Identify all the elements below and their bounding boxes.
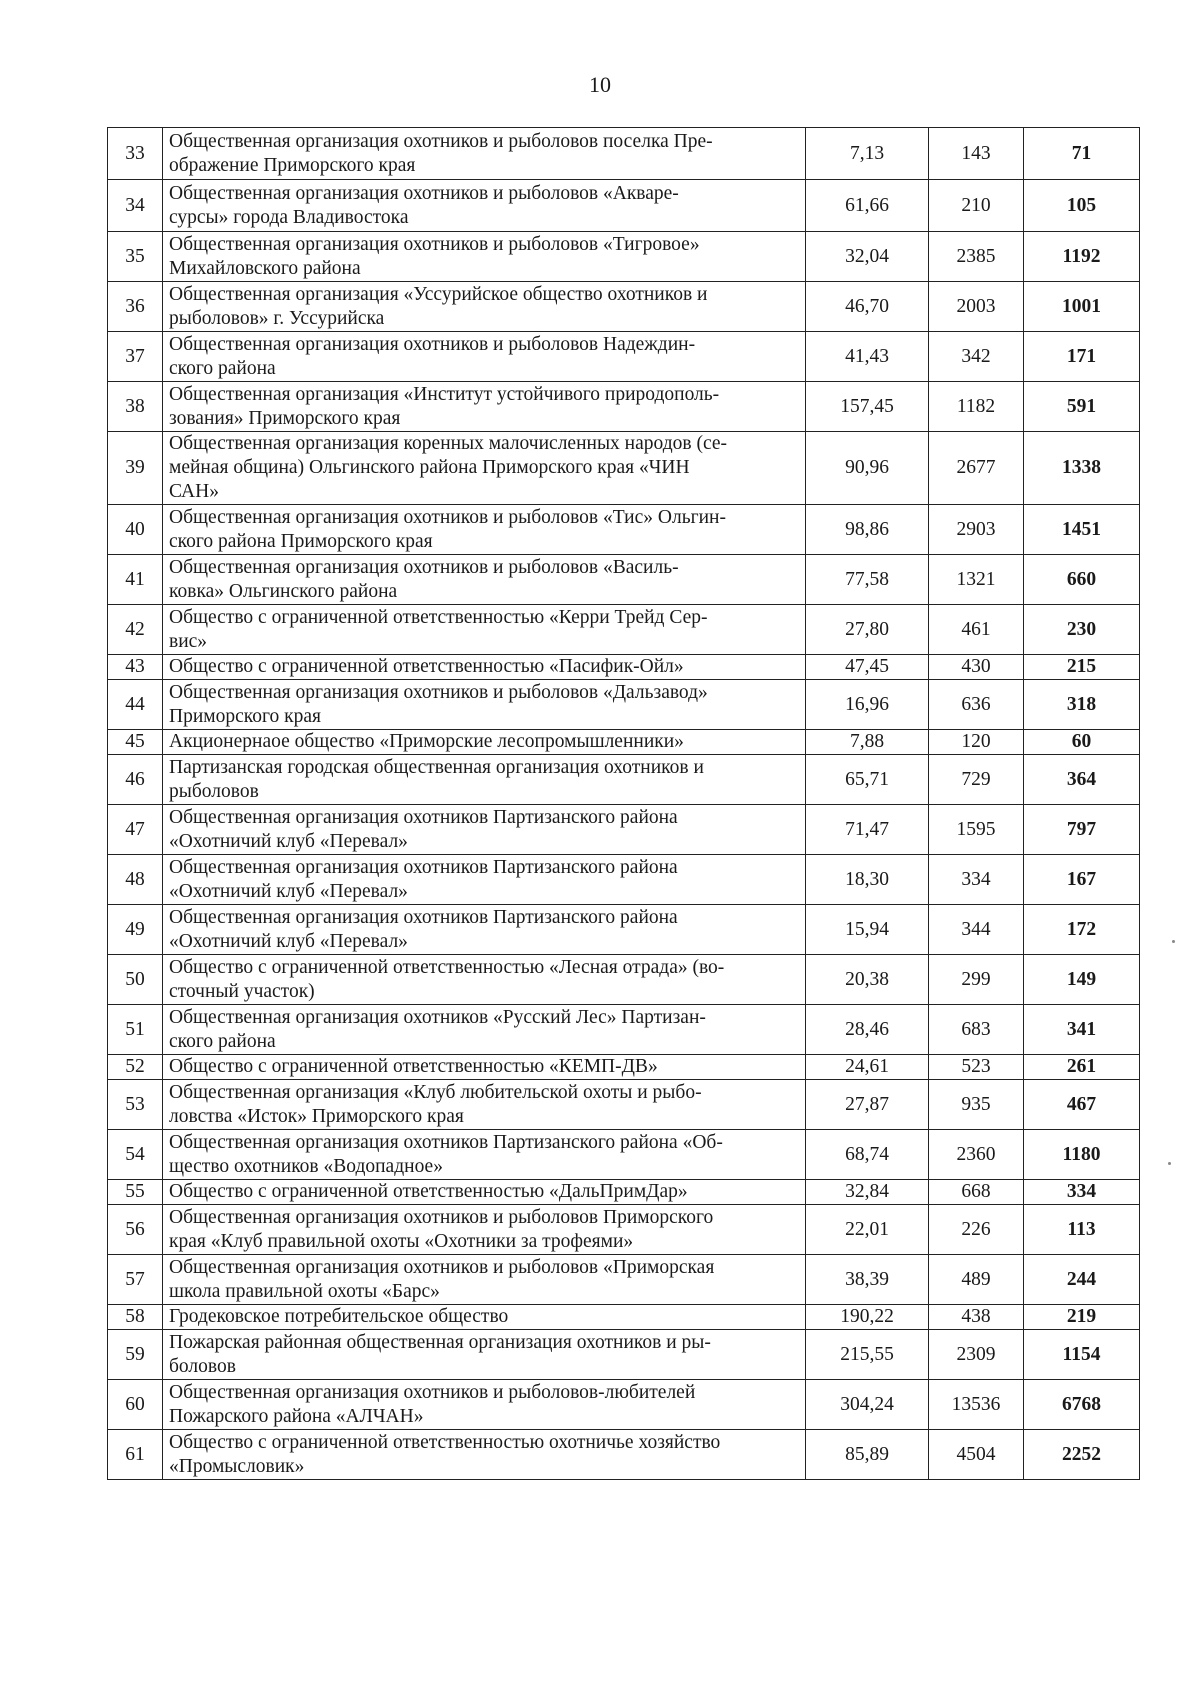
count-value: 430 (929, 655, 1024, 680)
row-number: 39 (108, 432, 163, 505)
area-value: 28,46 (806, 1005, 929, 1055)
row-number: 42 (108, 605, 163, 655)
quota-value: 215 (1024, 655, 1140, 680)
table-row (108, 1430, 1140, 1480)
quota-value: 660 (1024, 555, 1140, 605)
count-value: 2003 (929, 282, 1024, 332)
count-value: 1321 (929, 555, 1024, 605)
area-value: 27,87 (806, 1080, 929, 1130)
quota-value: 244 (1024, 1255, 1140, 1305)
quota-value: 71 (1024, 128, 1140, 180)
organization-name: Общество с ограниченной ответственностью охотничье хозяйство «Промысловик» (163, 1430, 806, 1480)
area-value: 47,45 (806, 655, 929, 680)
area-value: 190,22 (806, 1305, 929, 1330)
quota-value: 341 (1024, 1005, 1140, 1055)
row-number: 44 (108, 680, 163, 730)
table-row (108, 1130, 1140, 1180)
count-value: 438 (929, 1305, 1024, 1330)
organization-name: Общественная организация охотников и рыболовов-любителей Пожарского района «АЛЧАН» (163, 1380, 806, 1430)
row-number: 37 (108, 332, 163, 382)
table-row (108, 282, 1140, 332)
table-row (108, 1080, 1140, 1130)
count-value: 334 (929, 855, 1024, 905)
table-row (108, 805, 1140, 855)
row-number: 38 (108, 382, 163, 432)
row-number: 61 (108, 1430, 163, 1480)
quota-value: 113 (1024, 1205, 1140, 1255)
table-row (108, 382, 1140, 432)
table-row (108, 1180, 1140, 1205)
count-value: 729 (929, 755, 1024, 805)
organization-name: Общество с ограниченной ответственностью «КЕМП-ДВ» (163, 1055, 806, 1080)
table-row (108, 1005, 1140, 1055)
organization-name: Общественная организация охотников и рыболовов «Тигровое» Михайловского района (163, 232, 806, 282)
count-value: 523 (929, 1055, 1024, 1080)
count-value: 210 (929, 180, 1024, 232)
count-value: 4504 (929, 1430, 1024, 1480)
count-value: 2385 (929, 232, 1024, 282)
count-value: 461 (929, 605, 1024, 655)
area-value: 98,86 (806, 505, 929, 555)
table-row (108, 905, 1140, 955)
area-value: 304,24 (806, 1380, 929, 1430)
table-row (108, 955, 1140, 1005)
table-row (108, 180, 1140, 232)
area-value: 20,38 (806, 955, 929, 1005)
organization-name: Общественная организация охотников и рыболовов поселка Пре- ображение Приморского края (163, 128, 806, 180)
organization-name: Общественная организация охотников и рыболовов «Василь- ковка» Ольгинского района (163, 555, 806, 605)
organization-name: Общество с ограниченной ответственностью «Керри Трейд Сер- вис» (163, 605, 806, 655)
table-body (108, 128, 1140, 1480)
scan-speck (1168, 1162, 1171, 1165)
area-value: 61,66 (806, 180, 929, 232)
area-value: 46,70 (806, 282, 929, 332)
organization-name: Общественная организация «Институт устойчивого природополь- зования» Приморского края (163, 382, 806, 432)
row-number: 58 (108, 1305, 163, 1330)
row-number: 35 (108, 232, 163, 282)
row-number: 41 (108, 555, 163, 605)
area-value: 157,45 (806, 382, 929, 432)
quota-value: 334 (1024, 1180, 1140, 1205)
row-number: 54 (108, 1130, 163, 1180)
area-value: 7,88 (806, 730, 929, 755)
quota-value: 60 (1024, 730, 1140, 755)
quota-value: 6768 (1024, 1380, 1140, 1430)
quota-value: 172 (1024, 905, 1140, 955)
area-value: 68,74 (806, 1130, 929, 1180)
row-number: 45 (108, 730, 163, 755)
row-number: 47 (108, 805, 163, 855)
organization-name: Общество с ограниченной ответственностью «Пасифик-Ойл» (163, 655, 806, 680)
area-value: 77,58 (806, 555, 929, 605)
organization-name: Общественная организация коренных малочисленных народов (се- мейная община) Ольгинского района Приморского края «ЧИН САН» (163, 432, 806, 505)
count-value: 120 (929, 730, 1024, 755)
row-number: 55 (108, 1180, 163, 1205)
area-value: 41,43 (806, 332, 929, 382)
organization-name: Общественная организация охотников Партизанского района «Охотничий клуб «Перевал» (163, 805, 806, 855)
count-value: 143 (929, 128, 1024, 180)
page-number: 10 (589, 72, 611, 97)
table-row (108, 855, 1140, 905)
quota-value: 1338 (1024, 432, 1140, 505)
table-row (108, 332, 1140, 382)
area-value: 32,84 (806, 1180, 929, 1205)
count-value: 2309 (929, 1330, 1024, 1380)
area-value: 7,13 (806, 128, 929, 180)
organization-name: Общественная организация охотников Партизанского района «Охотничий клуб «Перевал» (163, 855, 806, 905)
row-number: 60 (108, 1380, 163, 1430)
quota-value: 167 (1024, 855, 1140, 905)
table-row (108, 755, 1140, 805)
row-number: 34 (108, 180, 163, 232)
organization-name: Гродековское потребительское общество (163, 1305, 806, 1330)
quota-value: 149 (1024, 955, 1140, 1005)
table-row (108, 1205, 1140, 1255)
organization-name: Общественная организация охотников и рыболовов «Дальзавод» Приморского края (163, 680, 806, 730)
quota-value: 219 (1024, 1305, 1140, 1330)
count-value: 489 (929, 1255, 1024, 1305)
count-value: 2360 (929, 1130, 1024, 1180)
organization-name: Пожарская районная общественная организация охотников и ры- боловов (163, 1330, 806, 1380)
count-value: 1182 (929, 382, 1024, 432)
count-value: 299 (929, 955, 1024, 1005)
table-row (108, 1380, 1140, 1430)
count-value: 683 (929, 1005, 1024, 1055)
quota-value: 1001 (1024, 282, 1140, 332)
area-value: 65,71 (806, 755, 929, 805)
count-value: 935 (929, 1080, 1024, 1130)
count-value: 1595 (929, 805, 1024, 855)
area-value: 22,01 (806, 1205, 929, 1255)
area-value: 215,55 (806, 1330, 929, 1380)
count-value: 2677 (929, 432, 1024, 505)
row-number: 43 (108, 655, 163, 680)
quota-value: 105 (1024, 180, 1140, 232)
organizations-table (107, 127, 1140, 1480)
area-value: 71,47 (806, 805, 929, 855)
count-value: 342 (929, 332, 1024, 382)
table-row (108, 730, 1140, 755)
quota-value: 1154 (1024, 1330, 1140, 1380)
row-number: 48 (108, 855, 163, 905)
quota-value: 591 (1024, 382, 1140, 432)
row-number: 52 (108, 1055, 163, 1080)
organization-name: Общественная организация охотников и рыболовов «Приморская школа правильной охоты «Барс» (163, 1255, 806, 1305)
row-number: 51 (108, 1005, 163, 1055)
quota-value: 261 (1024, 1055, 1140, 1080)
organization-name: Общественная организация охотников «Русский Лес» Партизан- ского района (163, 1005, 806, 1055)
organization-name: Общественная организация «Клуб любительской охоты и рыбо- ловства «Исток» Приморского края (163, 1080, 806, 1130)
organization-name: Общественная организация охотников и рыболовов «Акваре- сурсы» города Владивостока (163, 180, 806, 232)
row-number: 40 (108, 505, 163, 555)
table-row (108, 655, 1140, 680)
quota-value: 171 (1024, 332, 1140, 382)
table-row (108, 1055, 1140, 1080)
area-value: 15,94 (806, 905, 929, 955)
row-number: 57 (108, 1255, 163, 1305)
table-row (108, 505, 1140, 555)
area-value: 27,80 (806, 605, 929, 655)
count-value: 636 (929, 680, 1024, 730)
count-value: 226 (929, 1205, 1024, 1255)
quota-value: 318 (1024, 680, 1140, 730)
quota-value: 2252 (1024, 1430, 1140, 1480)
quota-value: 797 (1024, 805, 1140, 855)
quota-value: 364 (1024, 755, 1140, 805)
row-number: 49 (108, 905, 163, 955)
organization-name: Общественная организация охотников и рыболовов «Тис» Ольгин- ского района Приморского края (163, 505, 806, 555)
organization-name: Общество с ограниченной ответственностью «ДальПримДар» (163, 1180, 806, 1205)
quota-value: 467 (1024, 1080, 1140, 1130)
organization-name: Партизанская городская общественная организация охотников и рыболовов (163, 755, 806, 805)
organization-name: Общественная организация «Уссурийское общество охотников и рыболовов» г. Уссурийска (163, 282, 806, 332)
table-row (108, 1305, 1140, 1330)
area-value: 38,39 (806, 1255, 929, 1305)
organization-name: Общественная организация охотников Партизанского района «Об- щество охотников «Водопадное» (163, 1130, 806, 1180)
table-row (108, 232, 1140, 282)
table-row (108, 605, 1140, 655)
area-value: 16,96 (806, 680, 929, 730)
row-number: 36 (108, 282, 163, 332)
area-value: 24,61 (806, 1055, 929, 1080)
organization-name: Общественная организация охотников Партизанского района «Охотничий клуб «Перевал» (163, 905, 806, 955)
row-number: 53 (108, 1080, 163, 1130)
quota-value: 1192 (1024, 232, 1140, 282)
organization-name: Акционернаое общество «Приморские лесопромышленники» (163, 730, 806, 755)
quota-value: 230 (1024, 605, 1140, 655)
table-row (108, 1255, 1140, 1305)
area-value: 90,96 (806, 432, 929, 505)
count-value: 2903 (929, 505, 1024, 555)
count-value: 13536 (929, 1380, 1024, 1430)
area-value: 18,30 (806, 855, 929, 905)
table-row (108, 555, 1140, 605)
quota-value: 1451 (1024, 505, 1140, 555)
row-number: 50 (108, 955, 163, 1005)
count-value: 344 (929, 905, 1024, 955)
table-row (108, 432, 1140, 505)
table-row (108, 680, 1140, 730)
organization-name: Общественная организация охотников и рыболовов Надеждин- ского района (163, 332, 806, 382)
organization-name: Общество с ограниченной ответственностью «Лесная отрада» (во- сточный участок) (163, 955, 806, 1005)
row-number: 33 (108, 128, 163, 180)
table-row (108, 1330, 1140, 1380)
row-number: 46 (108, 755, 163, 805)
quota-value: 1180 (1024, 1130, 1140, 1180)
organization-name: Общественная организация охотников и рыболовов Приморского края «Клуб правильной охоты «Охотники за трофеями» (163, 1205, 806, 1255)
row-number: 59 (108, 1330, 163, 1380)
scan-speck (1172, 940, 1175, 943)
table-row (108, 128, 1140, 180)
area-value: 85,89 (806, 1430, 929, 1480)
area-value: 32,04 (806, 232, 929, 282)
row-number: 56 (108, 1205, 163, 1255)
count-value: 668 (929, 1180, 1024, 1205)
